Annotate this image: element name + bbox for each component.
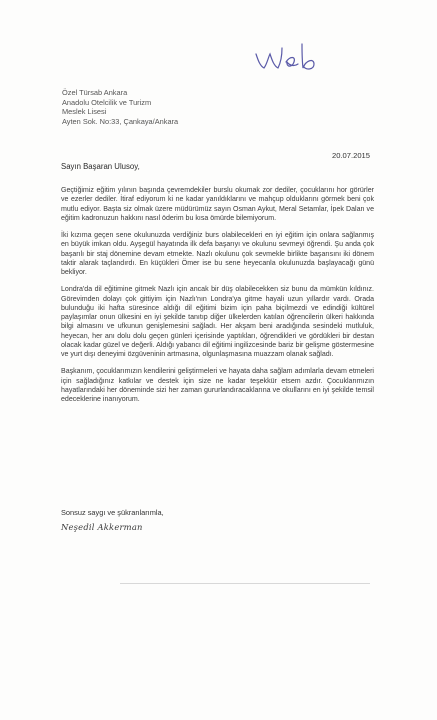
letter-body xyxy=(61,186,374,412)
sender-line: Özel Türsab Ankara xyxy=(62,88,128,97)
salutation: Sayın Başaran Ulusoy, xyxy=(61,162,140,171)
letter-date: 20.07.2015 xyxy=(332,151,371,160)
closing-line: Sonsuz saygı ve şükranlarımla, xyxy=(61,508,164,517)
sender-line: Ayten Sok. No:33, Çankaya/Ankara xyxy=(62,116,179,126)
sender-line: Anadolu Otelcilik ve Turizm xyxy=(62,97,152,107)
body-paragraph: Geçtiğimiz eğitim yılının başında çevremdekiler burslu okumak zor dediler, çocuklarını hor görürler ve ezerler dediler. İtiraf ediyorum ki ne kadar yanıldıklarını ve mahçup olduklarını görmek beni çok mutlu ediyor. Başta siz olmak üzere müdürümüz sayın Osman Aykut, Meral Setamlar, İpek Dalan ve eğitim kadronuzun hakkını nasıl öderim bu kısa ömürde bilemiyorum. xyxy=(61,187,374,222)
handwritten-mark xyxy=(252,40,322,74)
sender-line: Meslek Lisesi xyxy=(62,107,107,117)
body-paragraph: Londra'da dil eğitimine gitmek Nazlı için ancak bir düş olabilecekken siz bunu da mümkün kıldınız. Görevimden dolayı çok gittiyim için Nazlı'nın Londra'ya gitme hayali uzun yıllardır vardı. Orada bulunduğu iki hafta süresince aldığı dil eğitimi bizim için paha biçilmezdi ve edindiği kültürel paylaşımlar onun ülkesini en iyi şekilde tanıtıp diğer ülkelerden katılan öğrencilerin ülkeri hakkında bilgi almasını ve ufkunun genişlemesini sağladı. Her akşam beni aradığında sesindeki mutluluk, heyecan, her anı dolu dolu geçen günleri içerisinde yaptıkları, öğrendikleri ve gördükleri bir destan olacak kadar güzel ve değerli. Aldığı yabancı dil eğitimi ingilizcesinde bariz bir gelişme göstermesine ve yurt dışı deneyimi özgüveninin artmasına, olgunlaşmasına muazzam olanak sağladı. xyxy=(61,286,374,358)
body-paragraph: İki kızıma geçen sene okulunuzda verdiğiniz burs olabilecekleri en iyi eğitim için onlara sağlanmış en büyük imkan oldu. Ayşegül hayatında ilk defa başarıyı ve okulunu sevmeyi öğrendi. Şu anda çok başarılı bir staj dönemine devam etmekte. Nazlı okulunu çok sevmekle birlikte başarısını iki dönem taktir alarak taçlandırdı. En küçükleri Ömer ise bu sene heyecanla okulunuzda başlayacağı günü bekliyor. xyxy=(61,232,374,276)
sender-address xyxy=(62,88,178,126)
page-divider xyxy=(120,583,370,584)
body-paragraph: Başkanım, çocuklarımızın kendilerini geliştirmeleri ve hayata daha sağlam adımlarla devam etmeleri için sağladığınız katkılar ve destek için size ne kadar teşekkür etsem azdır. Çocuklarımızın hayatlarındaki her döneminde sizi her zaman gururlandıracaklarına ve okullarını en iyi şekilde temsil edeceklerine inanıyorum. xyxy=(61,368,374,403)
signature: Neşedil Akkerman xyxy=(61,522,143,532)
